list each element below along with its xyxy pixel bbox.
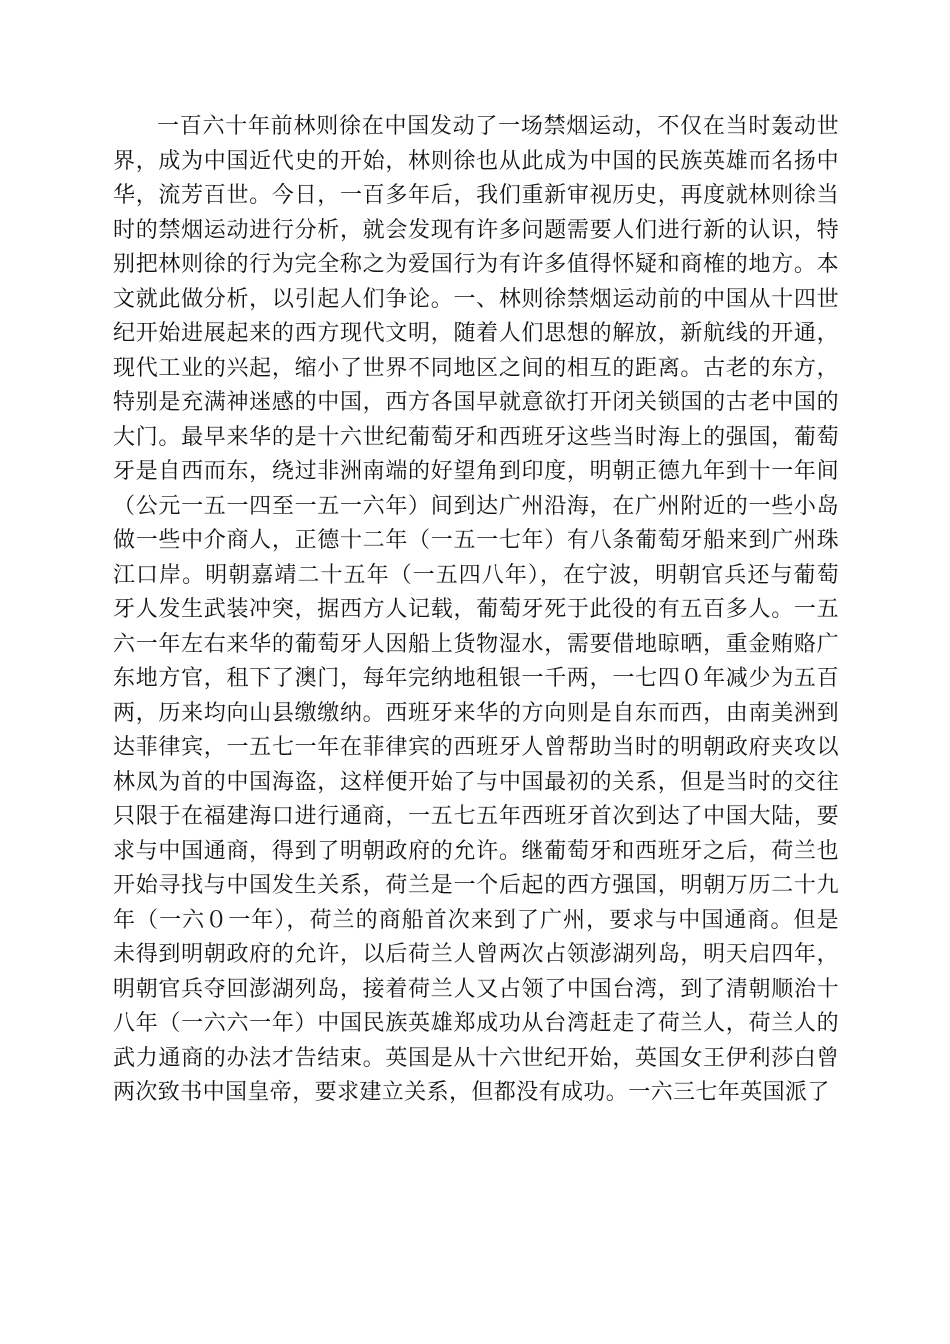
body-paragraph: 一百六十年前林则徐在中国发动了一场禁烟运动，不仅在当时轰动世界，成为中国近代史的开始，林则徐也从此成为中国的民族英雄而名扬中华，流芳百世。今日，一百多年后，我们重新审视历史，再度就林则徐当时的禁烟运动进行分析，就会发现有许多问题需要人们进行新的认识，特别把林则徐的行为完全称之为爱国行为有许多值得怀疑和商榷的地方。本文就此做分析，以引起人们争论。一、林则徐禁烟运动前的中国从十四世纪开始进展起来的西方现代文明，随着人们思想的解放，新航线的开通，现代工业的兴起，缩小了世界不同地区之间的相互的距离。古老的东方，特别是充满神迷感的中国，西方各国早就意欲打开闭关锁国的古老中国的大门。最早来华的是十六世纪葡萄牙和西班牙这些当时海上的强国，葡萄牙是自西而东，绕过非洲南端的好望角到印度，明朝正德九年到十一年间（公元一五一四至一五一六年）间到达广州沿海，在广州附近的一些小岛做一些中介商人，正德十二年（一五一七年）有八条葡萄牙船来到广州珠江口岸。明朝嘉靖二十五年（一五四八年），在宁波，明朝官兵还与葡萄牙人发生武装冲突，据西方人记载，葡萄牙死于此役的有五百多人。一五六一年左右来华的葡萄牙人因船上货物湿水，需要借地晾晒，重金贿赂广东地方官，租下了澳门，每年完纳地租银一千两，一七四０年减少为五百两，历来均向山县缴缴纳。西班牙来华的方向则是自东而西，由南美洲到达菲律宾，一五七一年在菲律宾的西班牙人曾帮助当时的明朝政府夹攻以林凤为首的中国海盗，这样便开始了与中国最初的关系，但是当时的交往只限于在福建海口进行通商，一五七五年西班牙首次到达了中国大陆，要求与中国通商，得到了明朝政府的允许。继葡萄牙和西班牙之后，荷兰也开始寻找与中国发生关系，荷兰是一个后起的西方强国，明朝万历二十九年（一六０一年），荷兰的商船首次来到了广州，要求与中国通商。但是未得到明朝政府的允许，以后荷兰人曾两次占领澎湖列岛，明天启四年，明朝官兵夺回澎湖列岛，接着荷兰人又占领了中国台湾，到了清朝顺治十八年（一六六一年）中国民族英雄郑成功从台湾赶走了荷兰人，荷兰人的武力通商的办法才告结束。英国是从十六世纪开始，英国女王伊利莎白曾两次致书中国皇帝，要求建立关系，但都没有成功。一六三七年英国派了 [113,114,839,1105]
